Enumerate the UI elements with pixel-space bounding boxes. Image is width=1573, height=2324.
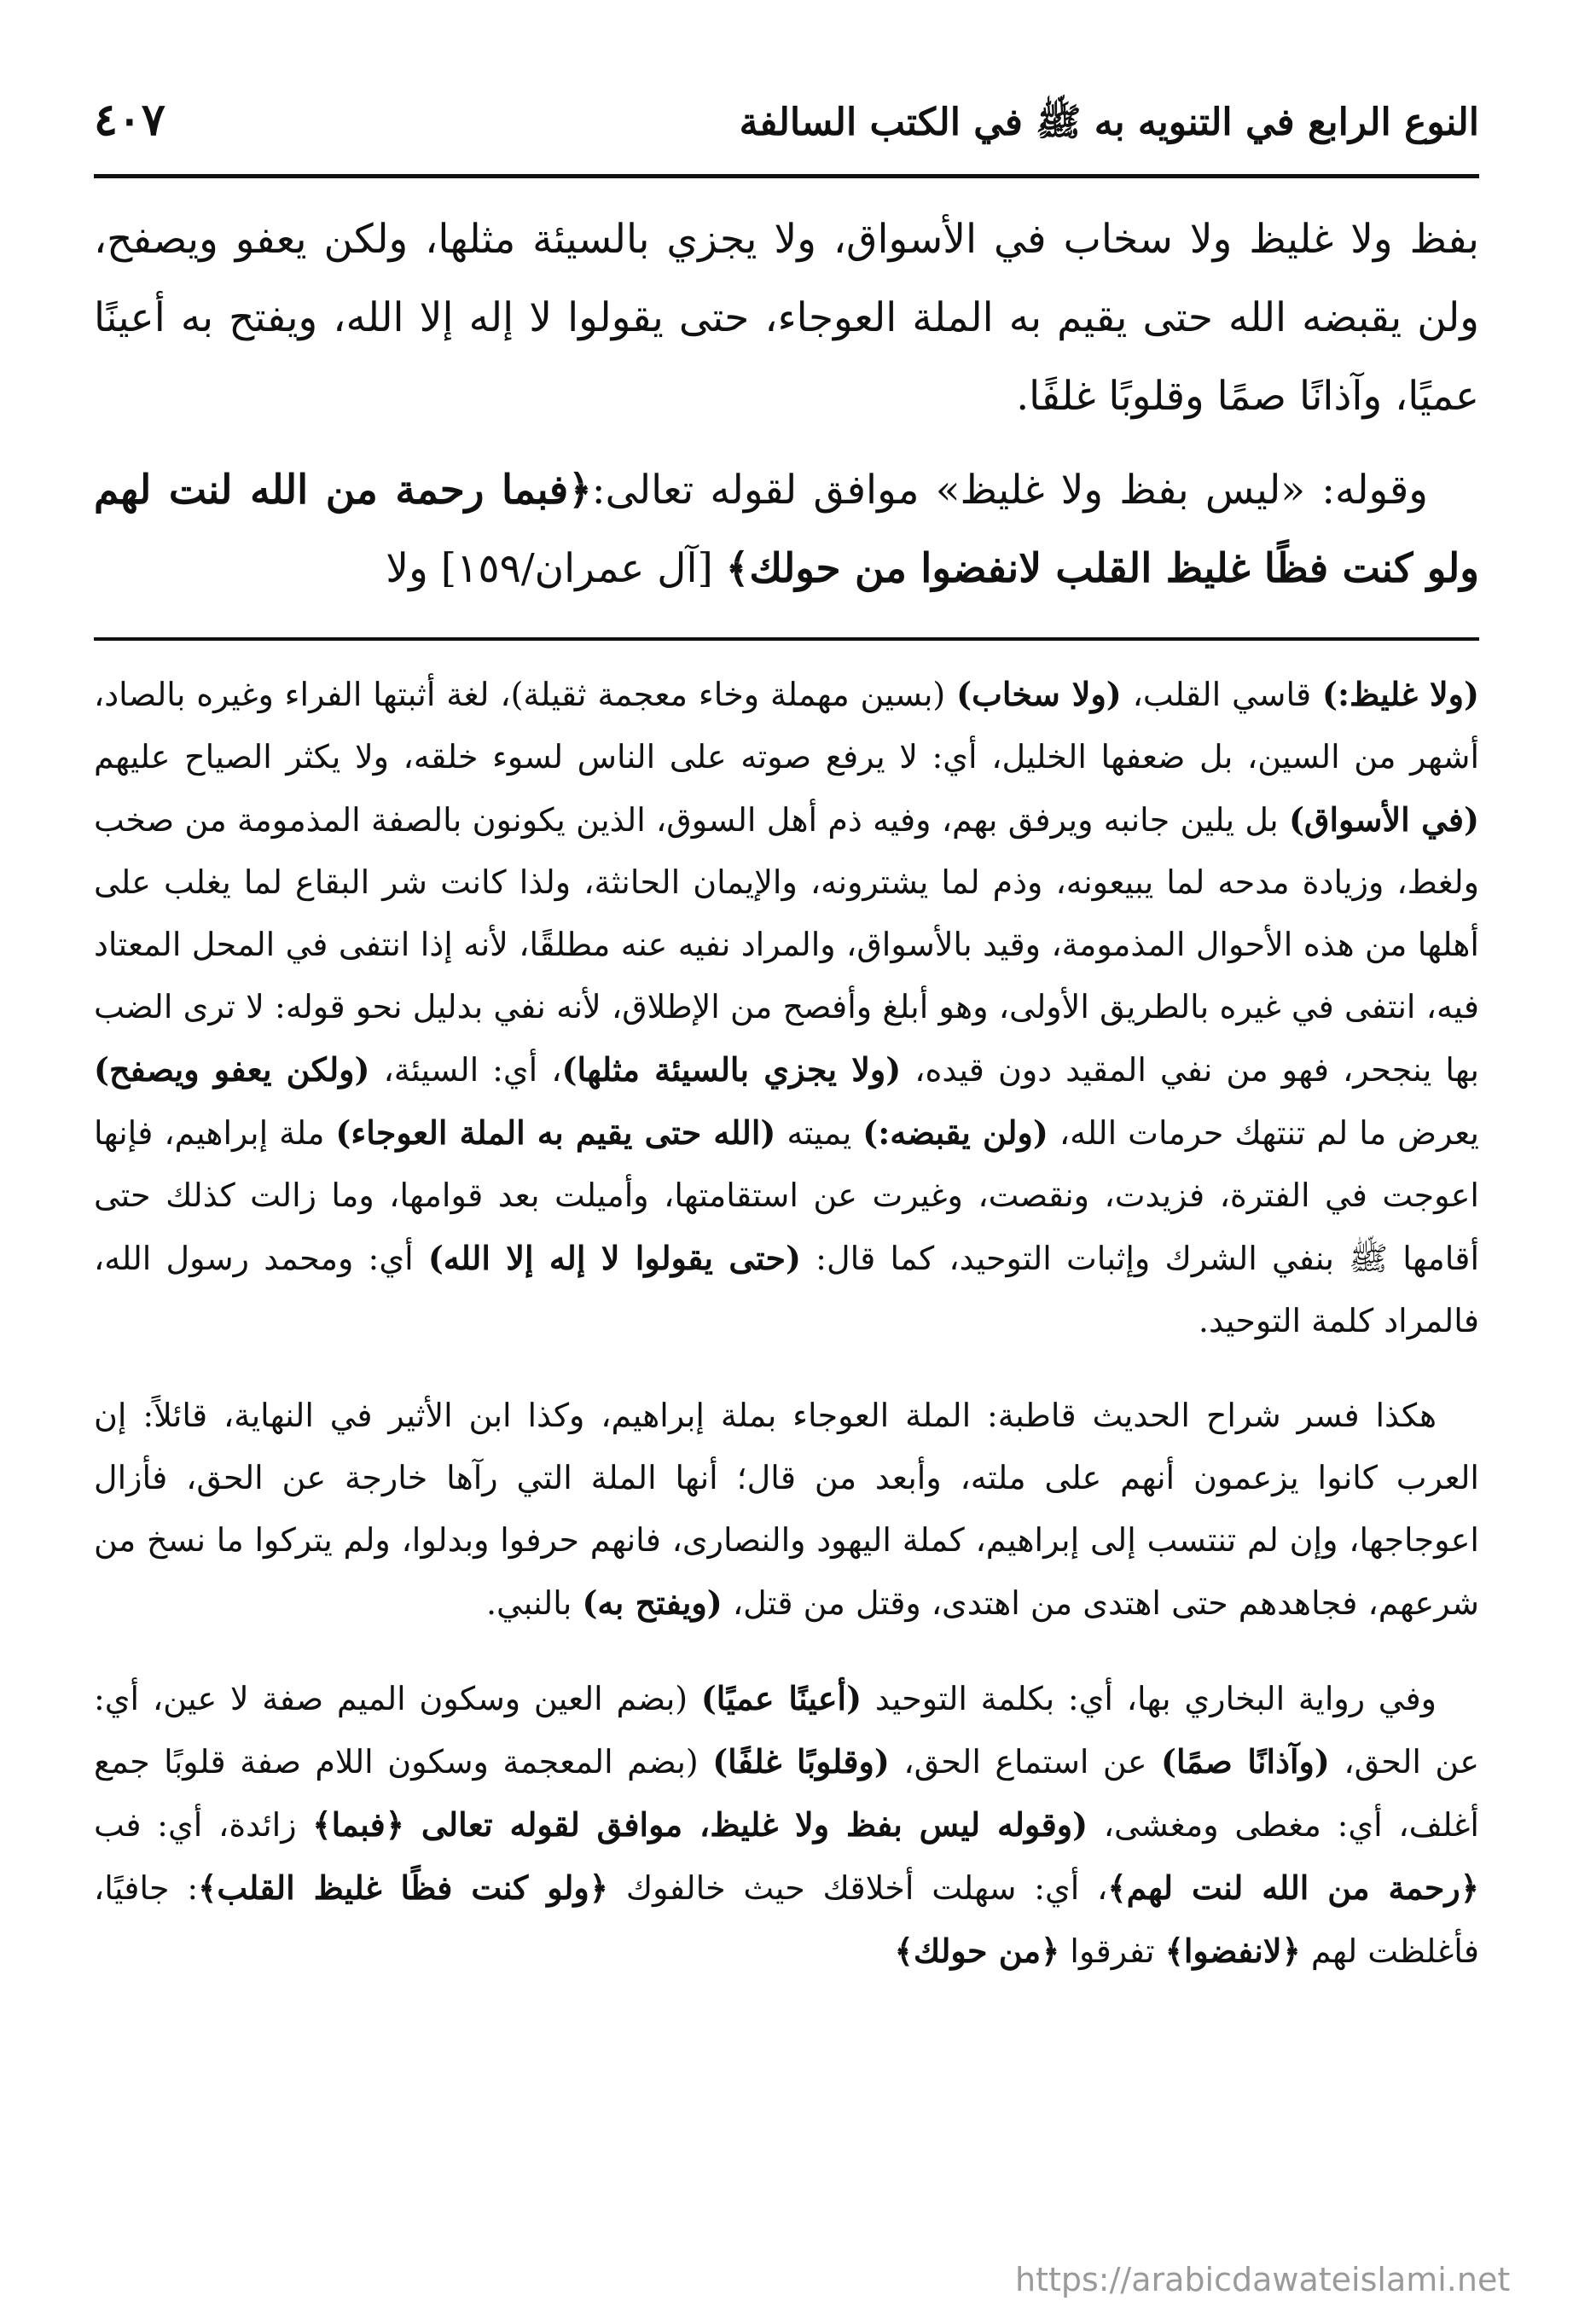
commentary-text: (بضم العين وسكون الميم صفة لا عين، أي: عن الحق، <box>94 1680 1479 1781</box>
bold-lemma: ﴿لانفضوا﴾ <box>1164 1932 1301 1970</box>
header-rule <box>94 174 1479 178</box>
bold-lemma: ﴿من حولك﴾ <box>894 1932 1060 1970</box>
bold-lemma: ﴿رحمة من الله لنت لهم﴾ <box>1107 1868 1479 1907</box>
running-header <box>94 94 1479 162</box>
running-title: النوع الرابع في التنويه به ﷺ في الكتب السالفة <box>739 101 1479 144</box>
bold-lemma: (أعينًا عميًا) <box>700 1679 862 1717</box>
bold-lemma: (في الأسواق) <box>1289 800 1479 839</box>
commentary-text: ، أي: سهلت أخلاقك حيث خالفوك <box>608 1869 1108 1907</box>
bold-lemma: ﴿ولو كنت فظًا غليظ القلب﴾ <box>198 1868 609 1907</box>
commentary-paragraph-2 <box>94 1385 1479 1635</box>
commentary-text: عن استماع الحق، <box>889 1743 1161 1781</box>
commentary-text: (بسين مهملة وخاء معجمة ثقيلة)، لغة أثبتها الفراء وغيره بالصاد، أشهر من السين، بل ضعفها الخليل، أي: لا يرفع صوته على الناس لسوء خلقه، ولا يكثر الصياح عليهم <box>94 676 1479 776</box>
bold-lemma: (ولا سخاب) <box>956 675 1122 713</box>
commentary <box>94 663 1479 1983</box>
commentary-text: زائدة، أي: فب <box>94 1806 313 1844</box>
bold-lemma: (وآذانًا صمًا) <box>1160 1742 1330 1781</box>
footnote-separator <box>94 637 1479 641</box>
commentary-text: يعرض ما لم تنتهك حرمات الله، <box>1048 1114 1479 1152</box>
main-paragraph-1: بفظ ولا غليظ ولا سخاب في الأسواق، ولا يجزي بالسيئة مثلها، ولكن يعفو ويصفح، ولن يقبضه الله حتى يقيم به الملة العوجاء، حتى يقولوا لا إله إلا الله، ويفتح به أعينًا عميًا، وآذانًا صمًا وقلوبًا غلفًا. <box>94 216 1480 420</box>
bold-lemma: (ولا غليظ:) <box>1322 675 1480 713</box>
commentary-text: تفرقوا <box>1059 1932 1165 1970</box>
bold-lemma: (وقلوبًا غلفًا) <box>712 1742 890 1781</box>
bold-lemma: (حتى يقولوا لا إله إلا الله) <box>427 1239 801 1277</box>
bold-lemma: (ولن يقبضه:) <box>862 1113 1048 1152</box>
bold-lemma: (ولا يجزي بالسيئة مثلها) <box>561 1050 902 1089</box>
bold-lemma: (وقوله ليس بفظ ولا غليظ، موافق لقوله تعالى ﴿فبما﴾ <box>312 1805 1088 1844</box>
commentary-text: ملة إبراهيم، فإنها اعوجت في الفترة، فزيدت، ونقصت، وغيرت عن استقامتها، وأميلت بعد قوامها، وما زالت كذلك حتى أقامها ﷺ بنفي الشرك وإثبات التوحيد، كما قال: <box>94 1114 1480 1277</box>
commentary-text: أي: ومحمد رسول الله، فالمراد كلمة التوحيد. <box>94 1240 1479 1339</box>
commentary-text: يميته <box>775 1114 863 1152</box>
page-number: ٤٠٧ <box>94 94 165 146</box>
commentary-paragraph-3 <box>94 1667 1479 1983</box>
quran-verse: ﴿فبما رحمة من الله لنت لهم ولو كنت فظًا غليظ القلب لانفضوا من حولك﴾ <box>94 467 1479 592</box>
bold-lemma: (ولكن يعفو ويصفح) <box>94 1050 370 1089</box>
page <box>94 94 1479 1983</box>
main-paragraph-2 <box>94 451 1479 608</box>
commentary-text: (بضم المعجمة وسكون اللام صفة قلوبًا جمع أغلف، أي: مغطى ومغشى، <box>94 1743 1479 1844</box>
verse-reference: [آل عمران/١٥٩] ولا <box>386 545 726 592</box>
commentary-text: بالنبي. <box>485 1584 583 1622</box>
commentary-text: : جافيًا، فأغلظت لهم <box>94 1869 1479 1970</box>
bold-lemma: (ويفتح به) <box>582 1583 723 1622</box>
watermark-url: https://arabicdawateislami.net <box>1015 2261 1511 2298</box>
commentary-paragraph-1 <box>94 663 1479 1352</box>
main-paragraph-2-intro: وقوله: «ليس بفظ ولا غليظ» موافق لقوله تعالى: <box>591 467 1429 514</box>
commentary-text: بل يلين جانبه ويرفق بهم، وفيه ذم أهل السوق، الذين يكونون بالصفة المذمومة من صخب ولغط، وزيادة مدحه لما يبيعونه، وذم لما يشترونه، والإيمان الحانثة، ولذا كانت شر البقاع لما يغلب على أهلها من هذه الأحوال المذمومة، وقيد بالأسواق، والمراد نفيه عنه مطلقًا، لأنه إذا انتفى في المحل المعتاد فيه، انتفى في غيره بالطريق الأولى، وهو أبلغ وأفصح من الإطلاق، لأنه نفي بدليل نحو قوله: لا ترى الضب بها ينجحر، فهو من نفي المقيد دون قيده، <box>94 801 1480 1089</box>
commentary-text: قاسي القلب، <box>1121 676 1323 713</box>
bold-lemma: (الله حتى يقيم به الملة العوجاء) <box>335 1113 776 1152</box>
main-text <box>94 200 1479 608</box>
commentary-text: ، أي: السيئة، <box>369 1051 562 1089</box>
commentary-text: هكذا فسر شراح الحديث قاطبة: الملة العوجاء بملة إبراهيم، وكذا ابن الأثير في النهاية، قائلاً: إن العرب كانوا يزعمون أنهم على ملته، وأبعد من قال؛ أنها الملة التي رآها خارجة عن الحق، فأزال اعوجاجها، وإن لم تنتسب إلى إبراهيم، كملة اليهود والنصارى، فانهم حرفوا وبدلوا، ولم يتركوا ما نسخ من شرعهم، فجاهدهم حتى اهتدى من اهتدى، وقتل من قتل، <box>94 1397 1479 1622</box>
commentary-text: وفي رواية البخاري بها، أي: بكلمة التوحيد <box>862 1680 1437 1717</box>
